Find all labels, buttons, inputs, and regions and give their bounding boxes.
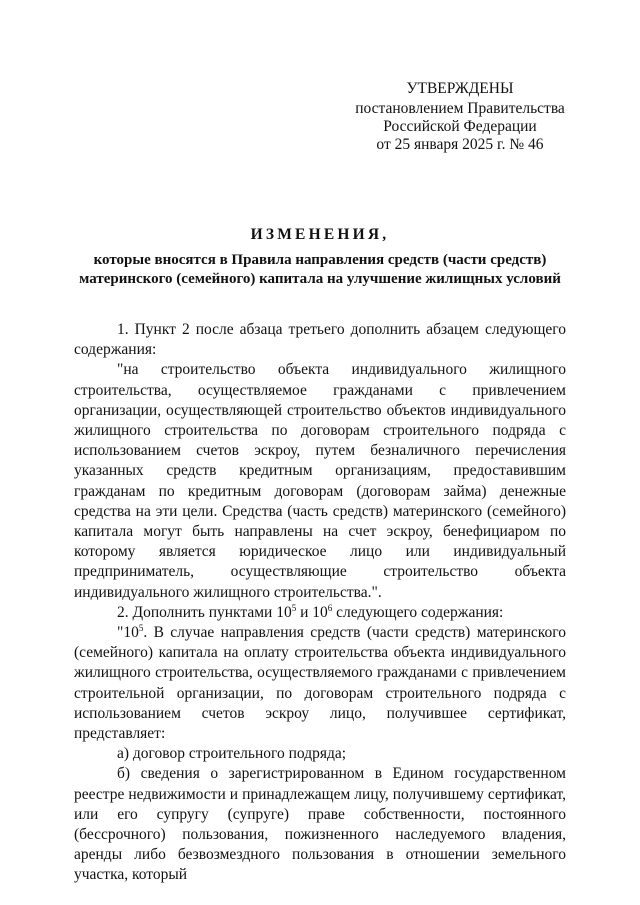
document-body [74, 320, 566, 886]
paragraph-3-text-c: следующего содержания: [332, 603, 504, 621]
superscript: 5 [138, 623, 144, 634]
approval-heading: УТВЕРЖДЕНЫ [406, 80, 514, 97]
title-main: ИЗМЕНЕНИЯ, [250, 226, 390, 243]
paragraph-4 [74, 623, 566, 744]
paragraph-3 [74, 603, 566, 623]
approval-stamp [330, 80, 590, 154]
approval-line-1: постановлением Правительства [355, 100, 565, 117]
paragraph-3-text-b: и 10 [296, 603, 328, 621]
superscript: 5 [291, 602, 297, 613]
paragraph-4-text-b: . В случае направления средств (части средств) материнского (семейного) капитала на оплату строительства объекта индивидуального жилищного строительства, осуществляемого гражданами с привлечением строительной организации, по договорам строительного подряда с использованием счетов эскроу лицо, получившее сертификат, представляет: [74, 624, 566, 743]
paragraph-1: 1. Пункт 2 после абзаца третьего дополнить абзацем следующего содержания: [74, 321, 566, 359]
title-subtitle-line-1: которые вносятся в Правила направления средств (части средств) [93, 252, 547, 268]
paragraph-4-text-a: "10 [117, 624, 139, 642]
document-title [60, 226, 580, 289]
paragraph-2: "на строительство объекта индивидуального жилищного строительства, осуществляемое гражданами с привлечением организации, осуществляющей строительство объектов индивидуального жилищного строительства по договорам строительного подряда с использованием счетов эскроу, путем безналичного перечисления указанных средств кредитным организациям, предоставившим гражданам по кредитным договорам (договорам займа) денежные средства на эти цели. Средства (часть средств) материнского (семейного) капитала могут быть направлены на счет эскроу, бенефициаром по которому является юридическое лицо или индивидуальный предприниматель, осуществляющие строительство объекта индивидуального жилищного строительства.". [74, 361, 566, 601]
paragraph-6: б) сведения о зарегистрированном в Едином государственном реестре недвижимости и принадлежащем лицу, получившему сертификат, или его супругу (супруге) праве собственности, постоянного (бессрочного) пользования, пожизненного наследуемого владения, аренды либо безвозмездного пользования в отношении земельного участка, который [74, 765, 566, 884]
paragraph-5: а) договор строительного подряда; [117, 745, 347, 763]
paragraph-3-text-a: 2. Дополнить пунктами 10 [117, 603, 292, 621]
superscript: 6 [327, 602, 333, 613]
approval-line-3: от 25 января 2025 г. № 46 [376, 136, 544, 153]
approval-line-2: Российской Федерации [383, 118, 537, 135]
title-subtitle-line-2: материнского (семейного) капитала на улучшение жилищных условий [79, 271, 561, 287]
